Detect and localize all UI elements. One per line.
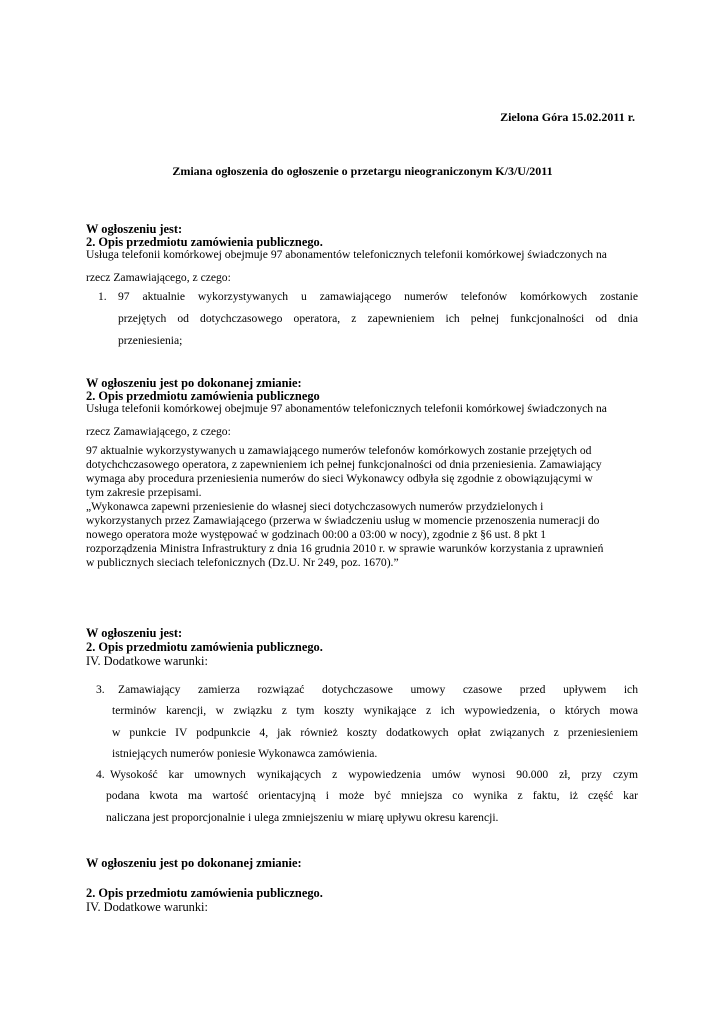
list-item-number: 3. [96,683,105,696]
quote-line: wykorzystanych przez Zamawiającego (przerwa w świadczeniu usług w momencie przenoszenia numeracji do [86,514,600,527]
quote-line: „Wykonawca zapewni przeniesienie do własnej sieci dotychczasowych numerów przydzielonych i [86,500,544,513]
section-heading: W ogłoszeniu jest: [86,222,183,236]
section-subheading: 2. Opis przedmiotu zamówienia publicznego. [86,640,323,654]
paragraph-line: Usługa telefonii komórkowej obejmuje 97 abonamentów telefonicznych telefonii komórkowej świadczonych na [86,402,607,415]
paragraph-line: 97 aktualnie wykorzystywanych u zamawiającego numerów telefonów komórkowych zostanie przejętych od [86,444,592,457]
list-item-line: przeniesienia; [118,334,183,347]
date-line: Zielona Góra 15.02.2011 r. [500,110,635,124]
list-item-number: 1. [98,290,107,303]
paragraph-line: IV. Dodatkowe warunki: [86,900,208,914]
paragraph-line: dotychchczasowego operatora, z zapewnieniem ich pełnej funkcjonalności od dnia przeniesienia. Zamawiający [86,458,602,471]
paragraph-line: IV. Dodatkowe warunki: [86,654,208,668]
list-item-line: w punkcie IV podpunkcie 4, jak również koszty dodatkowych opłat związanych z przeniesieniem [112,726,638,739]
list-item-line: terminów karencji, w związku z tym koszty wynikające z ich wypowiedzenia, o których mowa [112,704,638,717]
quote-line: nowego operatora może występować w godzinach 00:00 a 03:00 w nocy), zgodnie z §6 ust. 8 pkt 1 [86,528,547,541]
list-item-line: naliczana jest proporcjonalnie i ulega zmniejszeniu w miarę upływu okresu karencji. [106,811,499,824]
list-item-line: Zamawiający zamierza rozwiązać dotychczasowe umowy czasowe przed upływem ich [118,683,638,696]
document-title: Zmiana ogłoszenia do ogłoszenie o przetargu nieograniczonym K/3/U/2011 [172,164,553,178]
list-item-number: 4. [96,768,105,781]
list-item-line: Wysokość kar umownych wynikających z wypowiedzenia umów wynosi 90.000 zł, przy czym [110,768,638,781]
section-heading: W ogłoszeniu jest: [86,626,183,640]
list-item-line: podana kwota ma wartość orientacyjną i może być mniejsza co wynika z faktu, iż część kar [106,789,638,802]
list-item-line: istniejących numerów poniesie Wykonawca zamówienia. [112,747,378,760]
section-heading: W ogłoszeniu jest po dokonanej zmianie: [86,376,302,390]
section-heading: W ogłoszeniu jest po dokonanej zmianie: [86,856,302,870]
paragraph-line: wymaga aby procedura przeniesienia numerów do sieci Wykonawcy odbyła się zgodnie z obowiązującymi w [86,472,593,485]
section-subheading: 2. Opis przedmiotu zamówienia publicznego. [86,235,323,249]
section-subheading: 2. Opis przedmiotu zamówienia publicznego [86,389,320,403]
quote-line: w publicznych sieciach telefonicznych (Dz.U. Nr 249, poz. 1670).” [86,556,399,569]
paragraph-line: tym zakresie przepisami. [86,486,202,499]
list-item-line: przejętych od dotychczasowego operatora, z zapewnieniem ich pełnej funkcjonalności od dnia [118,312,638,325]
list-item-line: 97 aktualnie wykorzystywanych u zamawiającego numerów telefonów komórkowych zostanie [118,290,638,303]
paragraph-line: rzecz Zamawiającego, z czego: [86,425,231,438]
paragraph-line: Usługa telefonii komórkowej obejmuje 97 abonamentów telefonicznych telefonii komórkowej świadczonych na [86,248,607,261]
quote-line: rozporządzenia Ministra Infrastruktury z dnia 16 grudnia 2010 r. w sprawie warunków korzystania z uprawnień [86,542,604,555]
paragraph-line: rzecz Zamawiającego, z czego: [86,271,231,284]
section-subheading: 2. Opis przedmiotu zamówienia publicznego. [86,886,323,900]
